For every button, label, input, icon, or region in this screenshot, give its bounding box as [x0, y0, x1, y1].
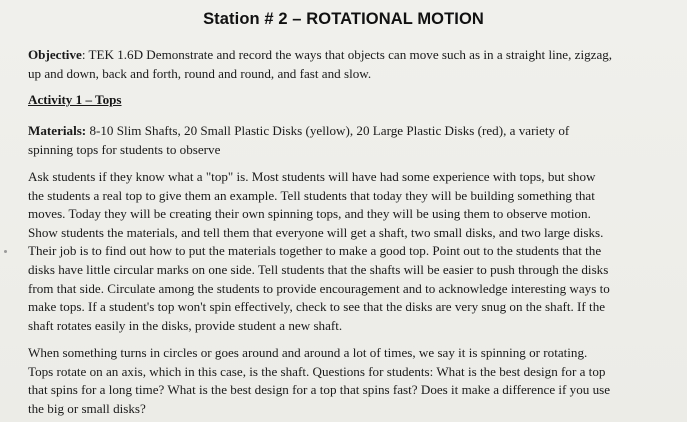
instructions-line: moves. Today they will be creating their own spinning tops, and they will be using them to observe motion.: [28, 206, 591, 222]
closing-line: When something turns in circles or goes around and around a lot of times, we say it is spinning or rotating.: [28, 345, 588, 360]
instructions-line: the students a real top to give them an example. Tell students that today they will be building something that: [28, 187, 595, 203]
scan-speck: [4, 250, 7, 253]
closing-paragraph: [28, 344, 678, 418]
closing-line: Tops rotate on an axis, which in this case, is the shaft. Questions for students: What is the best design for a top: [28, 363, 606, 379]
instructions-line: from that side. Circulate among the students to provide encouragement and to acknowledge interesting ways to: [28, 280, 610, 296]
closing-line: the big or small disks?: [28, 400, 146, 416]
instructions-paragraph: [28, 168, 678, 335]
instructions-line: shaft rotates easily in the disks, provide student a new shaft.: [28, 317, 343, 333]
materials-text: 8-10 Slim Shafts, 20 Small Plastic Disks (yellow), 20 Large Plastic Disks (red), a variety of: [86, 123, 570, 138]
instructions-line: Their job is to find out how to put the materials together to make a good top. Point out to the students that the: [28, 243, 602, 259]
closing-line: that spins for a long time? What is the best design for a top that spins fast? Does it make a difference if you use: [28, 382, 611, 398]
materials-paragraph: [28, 122, 678, 159]
objective-line: up and down, back and forth, round and round, and fast and slow.: [28, 65, 372, 81]
instructions-line: make tops. If a student's top won't spin effectively, check to see that the disks are very snug on the shaft. If the: [28, 299, 606, 315]
activity-heading: Activity 1 – Tops: [28, 92, 122, 107]
instructions-line: disks have little circular marks on one side. Tell students that the shafts will be easier to push through the disks: [28, 261, 609, 277]
objective-line: [28, 46, 678, 65]
objective-text: : TEK 1.6D Demonstrate and record the ways that objects can move such as in a straight line, zigzag,: [81, 47, 613, 62]
page-title: Station # 2 – ROTATIONAL MOTION: [203, 10, 484, 28]
objective-label: Objective: [28, 47, 82, 62]
materials-label: Materials:: [28, 123, 87, 138]
objective-paragraph: [28, 46, 678, 83]
materials-line: spinning tops for students to observe: [28, 141, 221, 157]
instructions-line: Show students the materials, and tell them that everyone will get a shaft, two small disks, and two large disks.: [28, 224, 604, 240]
materials-line: [28, 122, 678, 141]
instructions-line: Ask students if they know what a "top" is. Most students will have had some experience with tops, but show: [28, 169, 596, 184]
